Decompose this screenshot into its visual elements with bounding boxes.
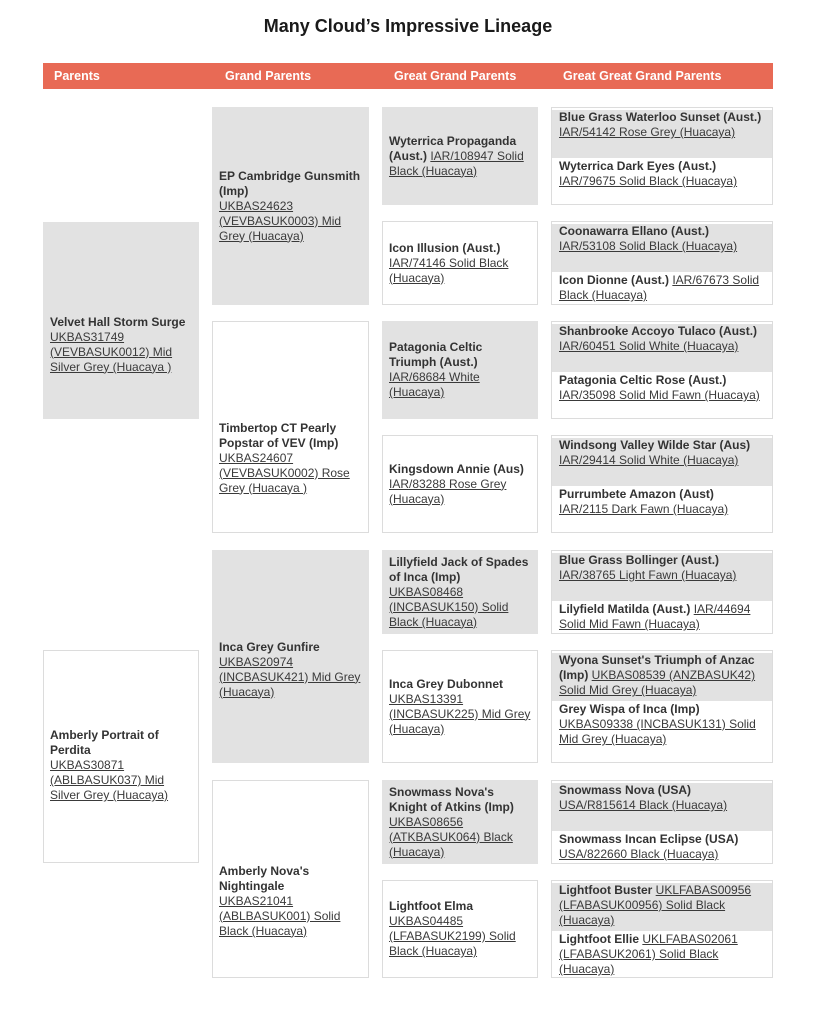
- great-grand-parent-registration-link[interactable]: UKBAS13391 (INCBASUK225) Mid Grey (Huacaya): [389, 691, 531, 736]
- ancestor-registration-link[interactable]: UKBAS09338 (INCBASUK131) Solid Mid Grey (Huacaya): [559, 717, 756, 746]
- great-grand-parent-registration-link[interactable]: IAR/68684 White (Huacaya): [389, 370, 480, 399]
- great-great-grand-parent: [552, 273, 772, 305]
- great-great-grand-parent: [552, 487, 772, 533]
- parent-sire: [43, 222, 199, 419]
- great-great-grand-parent: [552, 602, 772, 634]
- ancestor-registration-link[interactable]: IAR/35098 Solid Mid Fawn (Huacaya): [559, 388, 760, 402]
- great-great-grand-parent: [552, 110, 772, 158]
- grand-parent-name: Amberly Nova's Nightingale: [219, 863, 310, 893]
- great-grand-parent: [382, 221, 538, 305]
- header-parents: Parents: [54, 69, 100, 83]
- great-great-grand-parent: [552, 883, 772, 931]
- ancestor-registration-link[interactable]: IAR/67673 Solid Black (Huacaya): [559, 273, 760, 302]
- great-great-grand-parent: [552, 702, 772, 763]
- great-grand-parent-registration-link[interactable]: IAR/74146 Solid Black (Huacaya): [389, 255, 509, 285]
- ancestor-registration-link[interactable]: IAR/60451 Solid White (Huacaya): [559, 339, 739, 353]
- ancestor-registration-link[interactable]: IAR/29414 Solid White (Huacaya): [559, 453, 739, 467]
- grand-parent-registration-link[interactable]: UKBAS24623 (VEVBASUK0003) Mid Grey (Huacaya): [219, 198, 342, 243]
- header-great-great-grand-parents: Great Great Grand Parents: [563, 69, 722, 83]
- great-grand-parent-registration-link[interactable]: IAR/83288 Rose Grey (Huacaya): [389, 476, 507, 506]
- great-great-grand-parent: [552, 832, 772, 864]
- ancestor-name: Snowmass Nova (USA): [559, 783, 692, 797]
- great-grand-parent-name: Kingsdown Annie (Aus): [389, 461, 524, 476]
- great-great-grand-parent: [552, 553, 772, 601]
- grand-parent: [212, 321, 369, 533]
- great-great-grand-parent-pair: [551, 221, 773, 305]
- great-grand-parent-name: Lightfoot Elma: [389, 899, 473, 913]
- grand-parent: [212, 107, 369, 305]
- ancestor-registration-link[interactable]: USA/822660 Black (Huacaya): [559, 847, 719, 861]
- ancestor-name: Windsong Valley Wilde Star (Aus): [559, 438, 751, 452]
- ancestor-name: Shanbrooke Accoyo Tulaco (Aust.): [559, 324, 758, 338]
- ancestor-name: Blue Grass Waterloo Sunset (Aust.): [559, 110, 762, 124]
- grand-parent: [212, 550, 369, 763]
- great-great-grand-parent-pair: [551, 107, 773, 205]
- parent-registration-link[interactable]: UKBAS30871 (ABLBASUK037) Mid Silver Grey (Huacaya): [50, 758, 169, 802]
- great-grand-parent-registration-link[interactable]: UKBAS04485 (LFABASUK2199) Solid Black (Huacaya): [389, 914, 516, 958]
- ancestor-registration-link[interactable]: UKLFABAS02061 (LFABASUK2061) Solid Black (Huacaya): [559, 932, 738, 976]
- ancestor-name: Lightfoot Ellie: [559, 932, 639, 946]
- great-grand-parent-name: Lillyfield Jack of Spades of Inca (Imp): [389, 554, 529, 584]
- grand-parent-registration-link[interactable]: UKBAS24607 (VEVBASUK0002) Rose Grey (Huacaya ): [219, 450, 350, 495]
- parent-registration-link[interactable]: UKBAS31749 (VEVBASUK0012) Mid Silver Grey (Huacaya ): [50, 329, 173, 374]
- great-grand-parent: [382, 321, 538, 419]
- great-grand-parent-registration-link[interactable]: UKBAS08656 (ATKBASUK064) Black (Huacaya): [389, 814, 513, 859]
- great-great-grand-parent: [552, 653, 772, 701]
- great-grand-parent-name: Wyterrica Propaganda (Aust.): [389, 133, 517, 163]
- parent-name: Velvet Hall Storm Surge: [50, 314, 186, 329]
- ancestor-name: Blue Grass Bollinger (Aust.): [559, 553, 720, 567]
- ancestor-registration-link[interactable]: IAR/54142 Rose Grey (Huacaya): [559, 125, 736, 139]
- column-header-bar: [43, 63, 773, 89]
- ancestor-name: Grey Wispa of Inca (Imp): [559, 702, 700, 716]
- ancestor-name: Coonawarra Ellano (Aust.): [559, 224, 710, 238]
- grand-parent-registration-link[interactable]: UKBAS21041 (ABLBASUK001) Solid Black (Huacaya): [219, 893, 341, 938]
- great-grand-parent-name: Icon Illusion (Aust.): [389, 240, 501, 255]
- great-great-grand-parent: [552, 373, 772, 419]
- great-grand-parent: [382, 550, 538, 634]
- great-great-grand-parent-pair: [551, 435, 773, 533]
- ancestor-registration-link[interactable]: UKLFABAS00956 (LFABASUK00956) Solid Black (Huacaya): [559, 883, 752, 927]
- great-grand-parent: [382, 650, 538, 763]
- great-great-grand-parent-pair: [551, 550, 773, 634]
- great-great-grand-parent-pair: [551, 321, 773, 419]
- ancestor-registration-link[interactable]: UKBAS08539 (ANZBASUK42) Solid Mid Grey (Huacaya): [559, 668, 756, 697]
- great-great-grand-parent: [552, 224, 772, 272]
- ancestor-registration-link[interactable]: IAR/79675 Solid Black (Huacaya): [559, 174, 738, 188]
- parent-name: Amberly Portrait of Perdita: [50, 728, 159, 757]
- great-great-grand-parent: [552, 932, 772, 978]
- ancestor-registration-link[interactable]: USA/R815614 Black (Huacaya): [559, 798, 728, 812]
- header-great-grand-parents: Great Grand Parents: [394, 69, 517, 83]
- great-grand-parent: [382, 435, 538, 533]
- ancestor-name: Lilyfield Matilda (Aust.): [559, 602, 691, 616]
- ancestor-name: Wyterrica Dark Eyes (Aust.): [559, 159, 717, 173]
- great-grand-parent-name: Snowmass Nova's Knight of Atkins (Imp): [389, 784, 514, 814]
- great-great-grand-parent-pair: [551, 880, 773, 978]
- ancestor-name: Purrumbete Amazon (Aust): [559, 487, 714, 501]
- great-grand-parent-name: Patagonia Celtic Triumph (Aust.): [389, 340, 483, 369]
- grand-parent-name: EP Cambridge Gunsmith (Imp): [219, 168, 361, 198]
- great-great-grand-parent: [552, 159, 772, 205]
- great-great-grand-parent-pair: [551, 780, 773, 864]
- ancestor-name: Wyona Sunset's Triumph of Anzac (Imp): [559, 653, 755, 682]
- great-great-grand-parent: [552, 438, 772, 486]
- ancestor-registration-link[interactable]: IAR/53108 Solid Black (Huacaya): [559, 239, 738, 253]
- ancestor-registration-link[interactable]: IAR/44694 Solid Mid Fawn (Huacaya): [559, 602, 751, 631]
- grand-parent-name: Inca Grey Gunfire: [219, 639, 320, 654]
- great-grand-parent-registration-link[interactable]: UKBAS08468 (INCBASUK150) Solid Black (Huacaya): [389, 584, 509, 629]
- ancestor-name: Icon Dionne (Aust.): [559, 273, 669, 287]
- grand-parent: [212, 780, 369, 978]
- header-grand-parents: Grand Parents: [225, 69, 312, 83]
- ancestor-name: Patagonia Celtic Rose (Aust.): [559, 373, 727, 387]
- great-grand-parent-registration-link[interactable]: IAR/108947 Solid Black (Huacaya): [389, 148, 524, 178]
- grand-parent-name: Timbertop CT Pearly Popstar of VEV (Imp): [219, 420, 339, 450]
- great-grand-parent-name: Inca Grey Dubonnet: [389, 676, 504, 691]
- great-grand-parent: [382, 880, 538, 978]
- great-great-grand-parent: [552, 783, 772, 831]
- ancestor-registration-link[interactable]: IAR/2115 Dark Fawn (Huacaya): [559, 502, 729, 516]
- ancestor-name: Lightfoot Buster: [559, 883, 653, 897]
- great-great-grand-parent-pair: [551, 650, 773, 763]
- great-grand-parent: [382, 107, 538, 205]
- great-grand-parent: [382, 780, 538, 864]
- ancestor-name: Snowmass Incan Eclipse (USA): [559, 832, 739, 846]
- great-great-grand-parent: [552, 324, 772, 372]
- parent-dam: [43, 650, 199, 863]
- grand-parent-registration-link[interactable]: UKBAS20974 (INCBASUK421) Mid Grey (Huacaya): [219, 654, 361, 699]
- ancestor-registration-link[interactable]: IAR/38765 Light Fawn (Huacaya): [559, 568, 737, 582]
- page-title: Many Cloud’s Impressive Lineage: [263, 16, 553, 36]
